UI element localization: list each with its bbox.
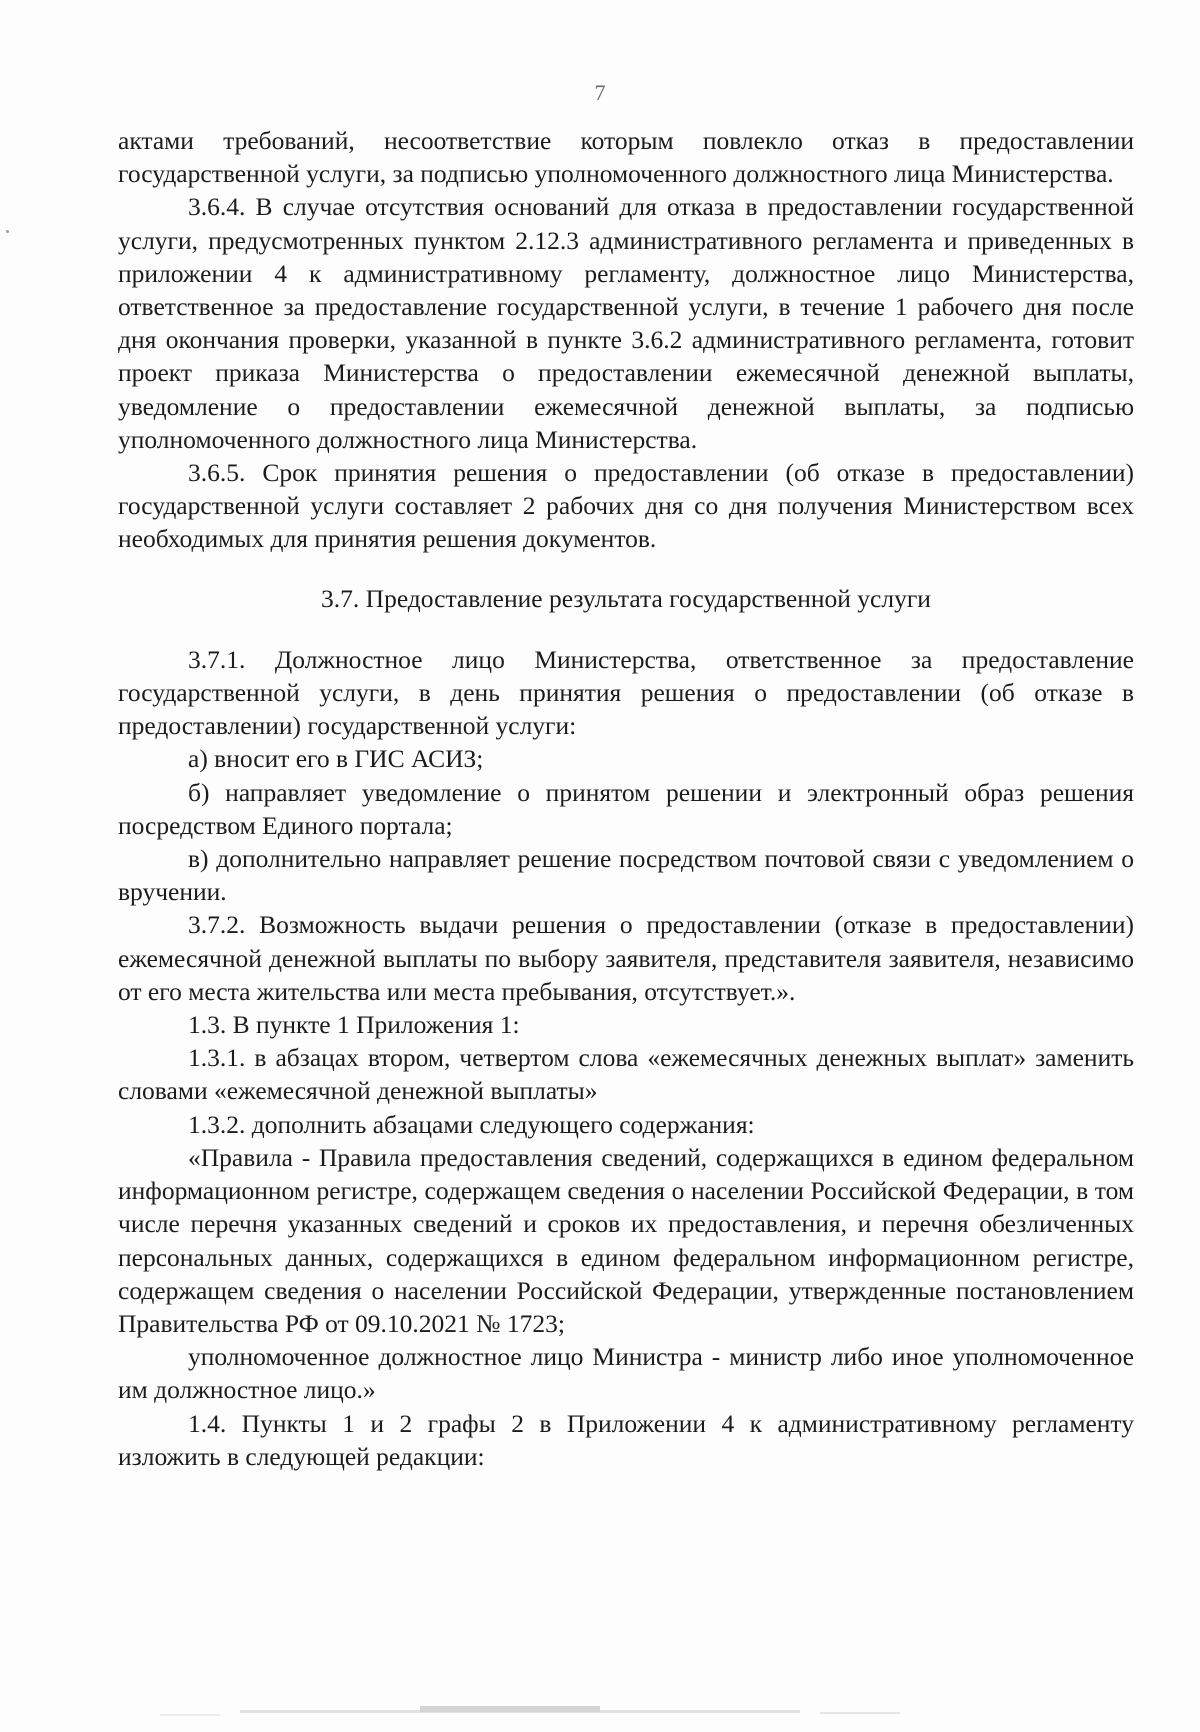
scan-noise-strip <box>120 1700 1100 1722</box>
document-body <box>118 124 1134 1473</box>
paragraph-rules-definition: «Правила - Правила предоставления сведений, содержащихся в едином федеральном информационном регистре, содержащем сведения о населении Российской Федерации, в том числе перечня указанных сведений и сроков их предоставления, и перечня обезличенных персональных данных, содержащихся в едином федеральном информационном регистре, содержащем сведения о населении Российской Федерации, утвержденные постановлением Правительства РФ от 09.10.2021 № 1723; <box>118 1142 1134 1338</box>
paragraph-1-4: 1.4. Пункты 1 и 2 графы 2 в Приложении 4 к административному регламенту изложить в следующей редакции: <box>118 1408 1134 1471</box>
paragraph-3-6-4: 3.6.4. В случае отсутствия оснований для отказа в предоставлении государственной услуги, предусмотренных пунктом 2.12.3 административного регламента и приведенных в приложении 4 к административному регламенту, должностное лицо Министерства, ответственное за предоставление государственной услуги, в течение 1 рабочего дня после дня окончания проверки, указанной в пункте 3.6.2 административного регламента, готовит проект приказа Министерства о предоставлении ежемесячной денежной выплаты, уведомление о предоставлении ежемесячной денежной выплаты, за подписью уполномоченного должностного лица Министерства. <box>118 192 1134 454</box>
list-item-a: а) вносит его в ГИС АСИЗ; <box>188 744 484 774</box>
paragraph-1-3-1: 1.3.1. в абзацах втором, четвертом слова «ежемесячных денежных выплат» заменить словами «ежемесячной денежной выплаты» <box>118 1043 1134 1106</box>
section-heading-3-7: 3.7. Предоставление результата государственной услуги <box>321 583 931 613</box>
paragraph-1-3: 1.3. В пункте 1 Приложения 1: <box>188 1010 520 1040</box>
paragraph: актами требований, несоответствие которым повлекло отказ в предоставлении государственной услуги, за подписью уполномоченного должностного лица Министерства. <box>118 126 1134 189</box>
paragraph-1-3-2: 1.3.2. дополнить абзацами следующего содержания: <box>188 1109 755 1139</box>
page-number: 7 <box>594 80 606 105</box>
scan-artifact <box>6 230 9 233</box>
paragraph-3-7-1: 3.7.1. Должностное лицо Министерства, ответственное за предоставление государственной услуги, в день принятия решения о предоставлении (об отказе в предоставлении) государственной услуги: <box>118 644 1134 741</box>
paragraph-3-6-5: 3.6.5. Срок принятия решения о предоставлении (об отказе в предоставлении) государственной услуги составляет 2 рабочих дня со дня получения Министерством всех необходимых для принятия решения документов. <box>118 458 1134 554</box>
list-item-v: в) дополнительно направляет решение посредством почтовой связи с уведомлением о вручении. <box>118 844 1134 907</box>
paragraph-3-7-2: 3.7.2. Возможность выдачи решения о предоставлении (отказе в предоставлении) ежемесячной денежной выплаты по выбору заявителя, представителя заявителя, независимо от его места жительства или места пребывания, отсутствует.». <box>118 910 1134 1006</box>
paragraph-official-definition: уполномоченное должностное лицо Министра - министр либо иное уполномоченное им должностное лицо.» <box>118 1342 1134 1405</box>
list-item-b: б) направляет уведомление о принятом решении и электронный образ решения посредством Единого портала; <box>118 777 1134 840</box>
